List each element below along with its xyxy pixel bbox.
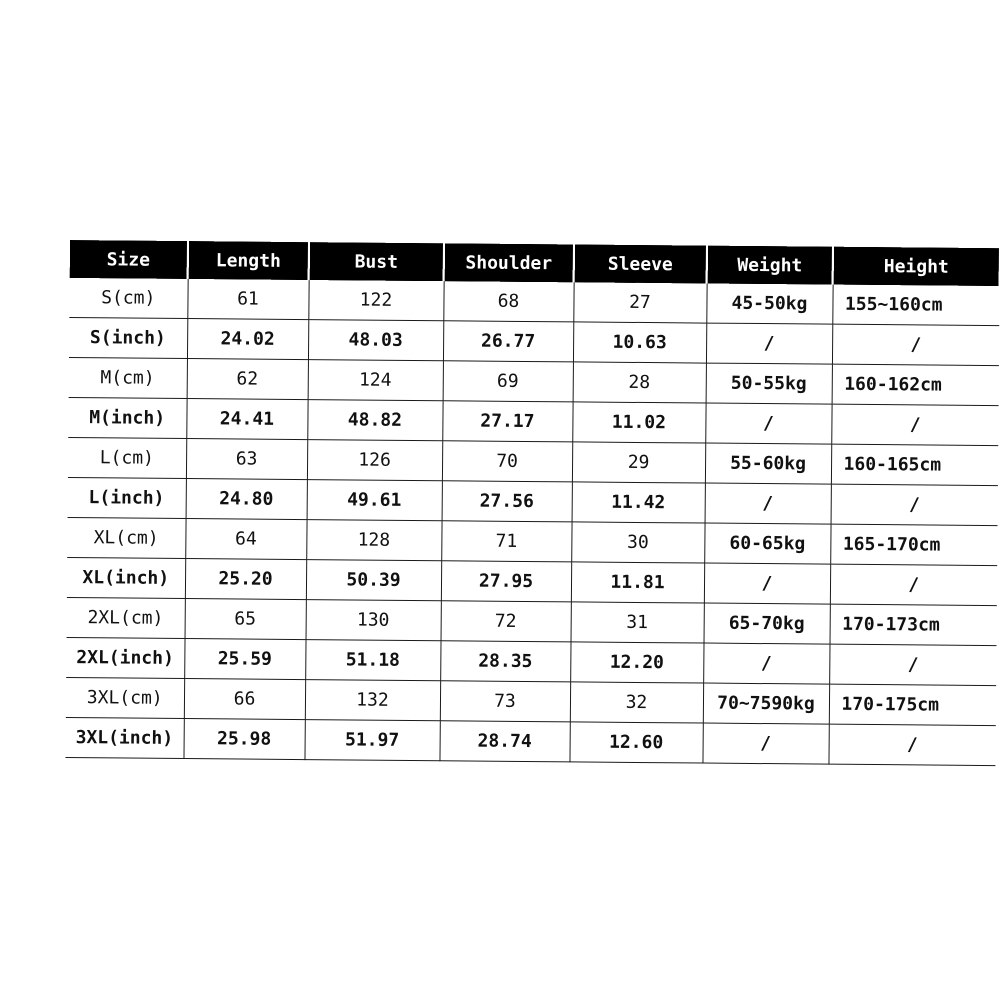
cell-length: 25.59 — [184, 639, 305, 680]
cell-weight: / — [705, 483, 831, 524]
cell-length: 25.98 — [183, 719, 304, 760]
cell-shoulder: 26.77 — [443, 321, 573, 362]
cell-height: / — [828, 724, 995, 765]
header-height: Height — [833, 247, 1000, 286]
cell-weight: 65-70kg — [704, 603, 830, 644]
cell-length: 24.80 — [186, 479, 307, 520]
cell-length: 63 — [186, 439, 307, 480]
cell-sleeve: 11.02 — [572, 402, 705, 443]
cell-sleeve: 27 — [573, 282, 706, 323]
cell-bust: 128 — [306, 520, 441, 561]
cell-weight: 55-60kg — [705, 443, 831, 484]
cell-bust: 130 — [306, 600, 441, 641]
size-chart-body — [65, 278, 999, 766]
cell-height: 160-165cm — [831, 444, 998, 485]
cell-bust: 49.61 — [307, 480, 442, 521]
cell-weight: / — [706, 323, 832, 364]
cell-length: 66 — [184, 679, 305, 720]
cell-bust: 132 — [305, 680, 440, 721]
cell-shoulder: 69 — [443, 361, 573, 402]
cell-length: 62 — [187, 359, 308, 400]
cell-weight: / — [705, 403, 831, 444]
cell-bust: 122 — [308, 280, 443, 321]
cell-size: XL(cm) — [67, 517, 185, 558]
cell-length: 64 — [185, 519, 306, 560]
header-sleeve: Sleeve — [574, 244, 707, 283]
cell-shoulder: 68 — [443, 281, 573, 322]
cell-weight: 45-50kg — [706, 284, 832, 325]
cell-bust: 48.82 — [307, 400, 442, 441]
cell-size: 3XL(cm) — [66, 677, 184, 718]
cell-bust: 126 — [307, 440, 442, 481]
cell-shoulder: 70 — [442, 441, 572, 482]
cell-bust: 124 — [308, 360, 443, 401]
cell-sleeve: 32 — [570, 682, 703, 723]
cell-size: M(inch) — [68, 397, 186, 438]
table-row — [65, 717, 995, 765]
cell-sleeve: 29 — [572, 442, 705, 483]
cell-size: L(inch) — [68, 477, 186, 518]
cell-height: / — [831, 404, 998, 445]
cell-bust: 51.97 — [304, 720, 439, 761]
cell-size: M(cm) — [69, 357, 187, 398]
cell-size: 2XL(inch) — [66, 637, 184, 678]
cell-bust: 50.39 — [306, 560, 441, 601]
header-bust: Bust — [309, 242, 444, 281]
cell-height: 170-175cm — [829, 684, 996, 725]
cell-size: S(cm) — [69, 278, 187, 319]
cell-shoulder: 27.56 — [442, 481, 572, 522]
cell-bust: 48.03 — [308, 320, 443, 361]
cell-weight: / — [702, 723, 828, 764]
cell-sleeve: 12.60 — [569, 722, 702, 763]
cell-shoulder: 28.35 — [440, 641, 570, 682]
cell-shoulder: 73 — [440, 681, 570, 722]
cell-sleeve: 12.20 — [570, 642, 703, 683]
cell-sleeve: 11.81 — [571, 562, 704, 603]
cell-length: 24.02 — [187, 319, 308, 360]
cell-size: S(inch) — [69, 317, 187, 358]
header-length: Length — [188, 241, 309, 280]
cell-length: 25.20 — [185, 559, 306, 600]
cell-sleeve: 11.42 — [572, 482, 705, 523]
cell-weight: 50-55kg — [706, 363, 832, 404]
cell-height: / — [832, 324, 999, 365]
cell-size: 3XL(inch) — [65, 717, 183, 758]
cell-weight: / — [703, 643, 829, 684]
cell-height: 170-173cm — [830, 604, 997, 645]
cell-weight: 70~7590kg — [703, 683, 829, 724]
cell-length: 61 — [187, 279, 308, 320]
cell-sleeve: 10.63 — [573, 322, 706, 363]
cell-length: 24.41 — [186, 399, 307, 440]
cell-sleeve: 31 — [571, 602, 704, 643]
cell-height: / — [831, 484, 998, 525]
cell-sleeve: 28 — [573, 362, 706, 403]
cell-length: 65 — [185, 599, 306, 640]
cell-size: L(cm) — [68, 437, 186, 478]
cell-shoulder: 27.17 — [442, 401, 572, 442]
cell-height: 165-170cm — [830, 524, 997, 565]
cell-shoulder: 27.95 — [441, 561, 571, 602]
cell-shoulder: 71 — [441, 521, 571, 562]
cell-height: / — [830, 564, 997, 605]
header-size: Size — [70, 240, 188, 279]
cell-size: XL(inch) — [67, 557, 185, 598]
cell-weight: 60-65kg — [704, 523, 830, 564]
size-chart-table — [65, 240, 1000, 766]
cell-weight: / — [704, 563, 830, 604]
header-weight: Weight — [707, 246, 833, 285]
cell-sleeve: 30 — [571, 522, 704, 563]
cell-height: 160-162cm — [832, 364, 999, 405]
cell-shoulder: 72 — [441, 601, 571, 642]
header-shoulder: Shoulder — [444, 243, 574, 282]
cell-shoulder: 28.74 — [439, 721, 569, 762]
cell-height: 155~160cm — [832, 285, 999, 326]
cell-bust: 51.18 — [305, 640, 440, 681]
cell-size: 2XL(cm) — [67, 597, 185, 638]
cell-height: / — [829, 644, 996, 685]
